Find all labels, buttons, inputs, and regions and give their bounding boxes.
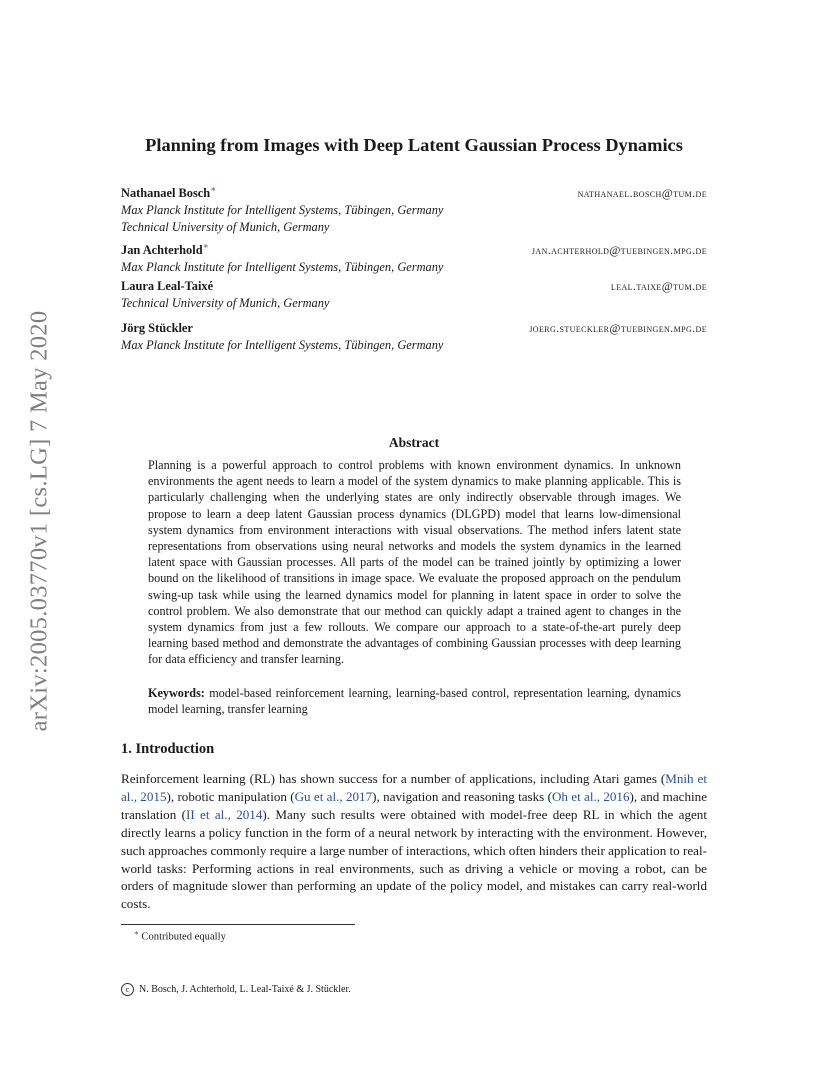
author-affiliation: Max Planck Institute for Intelligent Systems, Tübingen, Germany [121, 203, 444, 218]
author-block [121, 238, 707, 276]
equal-contribution-mark[interactable]: ∗ [210, 184, 217, 194]
citation-link[interactable]: Mnih et al., 2015 [121, 771, 707, 804]
keywords-text: model-based reinforcement learning, learning-based control, representation learning, dynamics model learning, transfer learning [148, 686, 681, 717]
author-email[interactable]: nathanael.bosch@tum.de [577, 186, 707, 201]
copyright-icon: c [121, 983, 134, 996]
author-name: Laura Leal-Taixé [121, 279, 214, 293]
arxiv-stamp: arXiv:2005.03770v1 [cs.LG] 7 May 2020 [25, 310, 53, 731]
author-name: Jörg Stückler [121, 321, 193, 335]
author-affiliation: Technical University of Munich, Germany [121, 220, 330, 235]
citation-link[interactable]: II et al., 2014 [185, 806, 263, 822]
author-affiliation: Max Planck Institute for Intelligent Systems, Tübingen, Germany [121, 260, 444, 275]
author-block [121, 320, 707, 354]
abstract-text: Planning is a powerful approach to control problems with known environment dynamics. In unknown environments the agent needs to learn a model of the system dynamics to make planning applicable. This is particularly challenging when the underlying states are only indirectly observable through images. We propose to learn a deep latent Gaussian process dynamics (DLGPD) model that learns low-dimensional system dynamics from environment interactions with visual observations. The method infers latent state representations from observations using neural networks and models the system dynamics in the learned latent space with Gaussian processes. All parts of the model can be trained jointly by optimizing a lower bound on the likelihood of transitions in image space. We evaluate the proposed approach on the pendulum swing-up task while using the learned dynamics model for planning in latent space in order to solve the control problem. We also demonstrate that our method can quickly adapt a trained agent to changes in the system dynamics from just a few rollouts. We compare our approach to a state-of-the-art purely deep learning based method and demonstrate the advantages of combining Gaussian processes with deep learning for data efficiency and transfer learning. [148, 458, 681, 667]
citation-link[interactable]: Oh et al., 2016 [551, 788, 630, 804]
author-email[interactable]: jan.achterhold@tuebingen.mpg.de [531, 243, 707, 258]
footnote [134, 929, 226, 943]
author-email[interactable]: leal.taixe@tum.de [610, 279, 707, 293]
equal-contribution-mark[interactable]: ∗ [202, 241, 209, 251]
keywords [148, 685, 681, 717]
footnote-text: Contributed equally [141, 931, 226, 943]
author-affiliation: Max Planck Institute for Intelligent Systems, Tübingen, Germany [121, 338, 444, 352]
author-name: Jan Achterhold [121, 243, 203, 258]
copyright-text: N. Bosch, J. Achterhold, L. Leal-Taixé & J. Stückler. [139, 983, 351, 995]
intro-paragraph: Reinforcement learning (RL) has shown success for a number of applications, including Atari games (Mnih et al., 2015), robotic manipulation (Gu et al., 2017), navigation and reasoning tasks (Oh et al., 2016), and machine translation (II et al., 2014). Many such results were obtained with model-free deep RL in which the agent directly learns a policy function in the form of a neural network by interacting with the environment. However, such approaches commonly require a large number of interactions, which often hinders their application to real-world tasks: Performing actions in real environments, such as driving a vehicle or moving a robot, can be orders of magnitude slower than performing an update of the policy model, and mistakes can carry real-world costs. [121, 771, 708, 912]
abstract-heading: Abstract [388, 435, 440, 450]
author-name: Nathanael Bosch [121, 186, 211, 201]
author-email[interactable]: joerg.stueckler@tuebingen.mpg.de [529, 321, 707, 335]
author-affiliation: Technical University of Munich, Germany [121, 296, 330, 310]
author-block [121, 278, 707, 312]
footnote-mark: ∗ [134, 929, 139, 937]
section-heading: 1. Introduction [121, 741, 215, 757]
citation-link[interactable]: Gu et al., 2017 [294, 788, 373, 804]
paper-title: Planning from Images with Deep Latent Gaussian Process Dynamics [145, 135, 683, 155]
footnote-rule [121, 924, 355, 925]
copyright-line [121, 983, 351, 996]
keywords-label: Keywords: [148, 686, 205, 700]
author-block [121, 181, 707, 236]
